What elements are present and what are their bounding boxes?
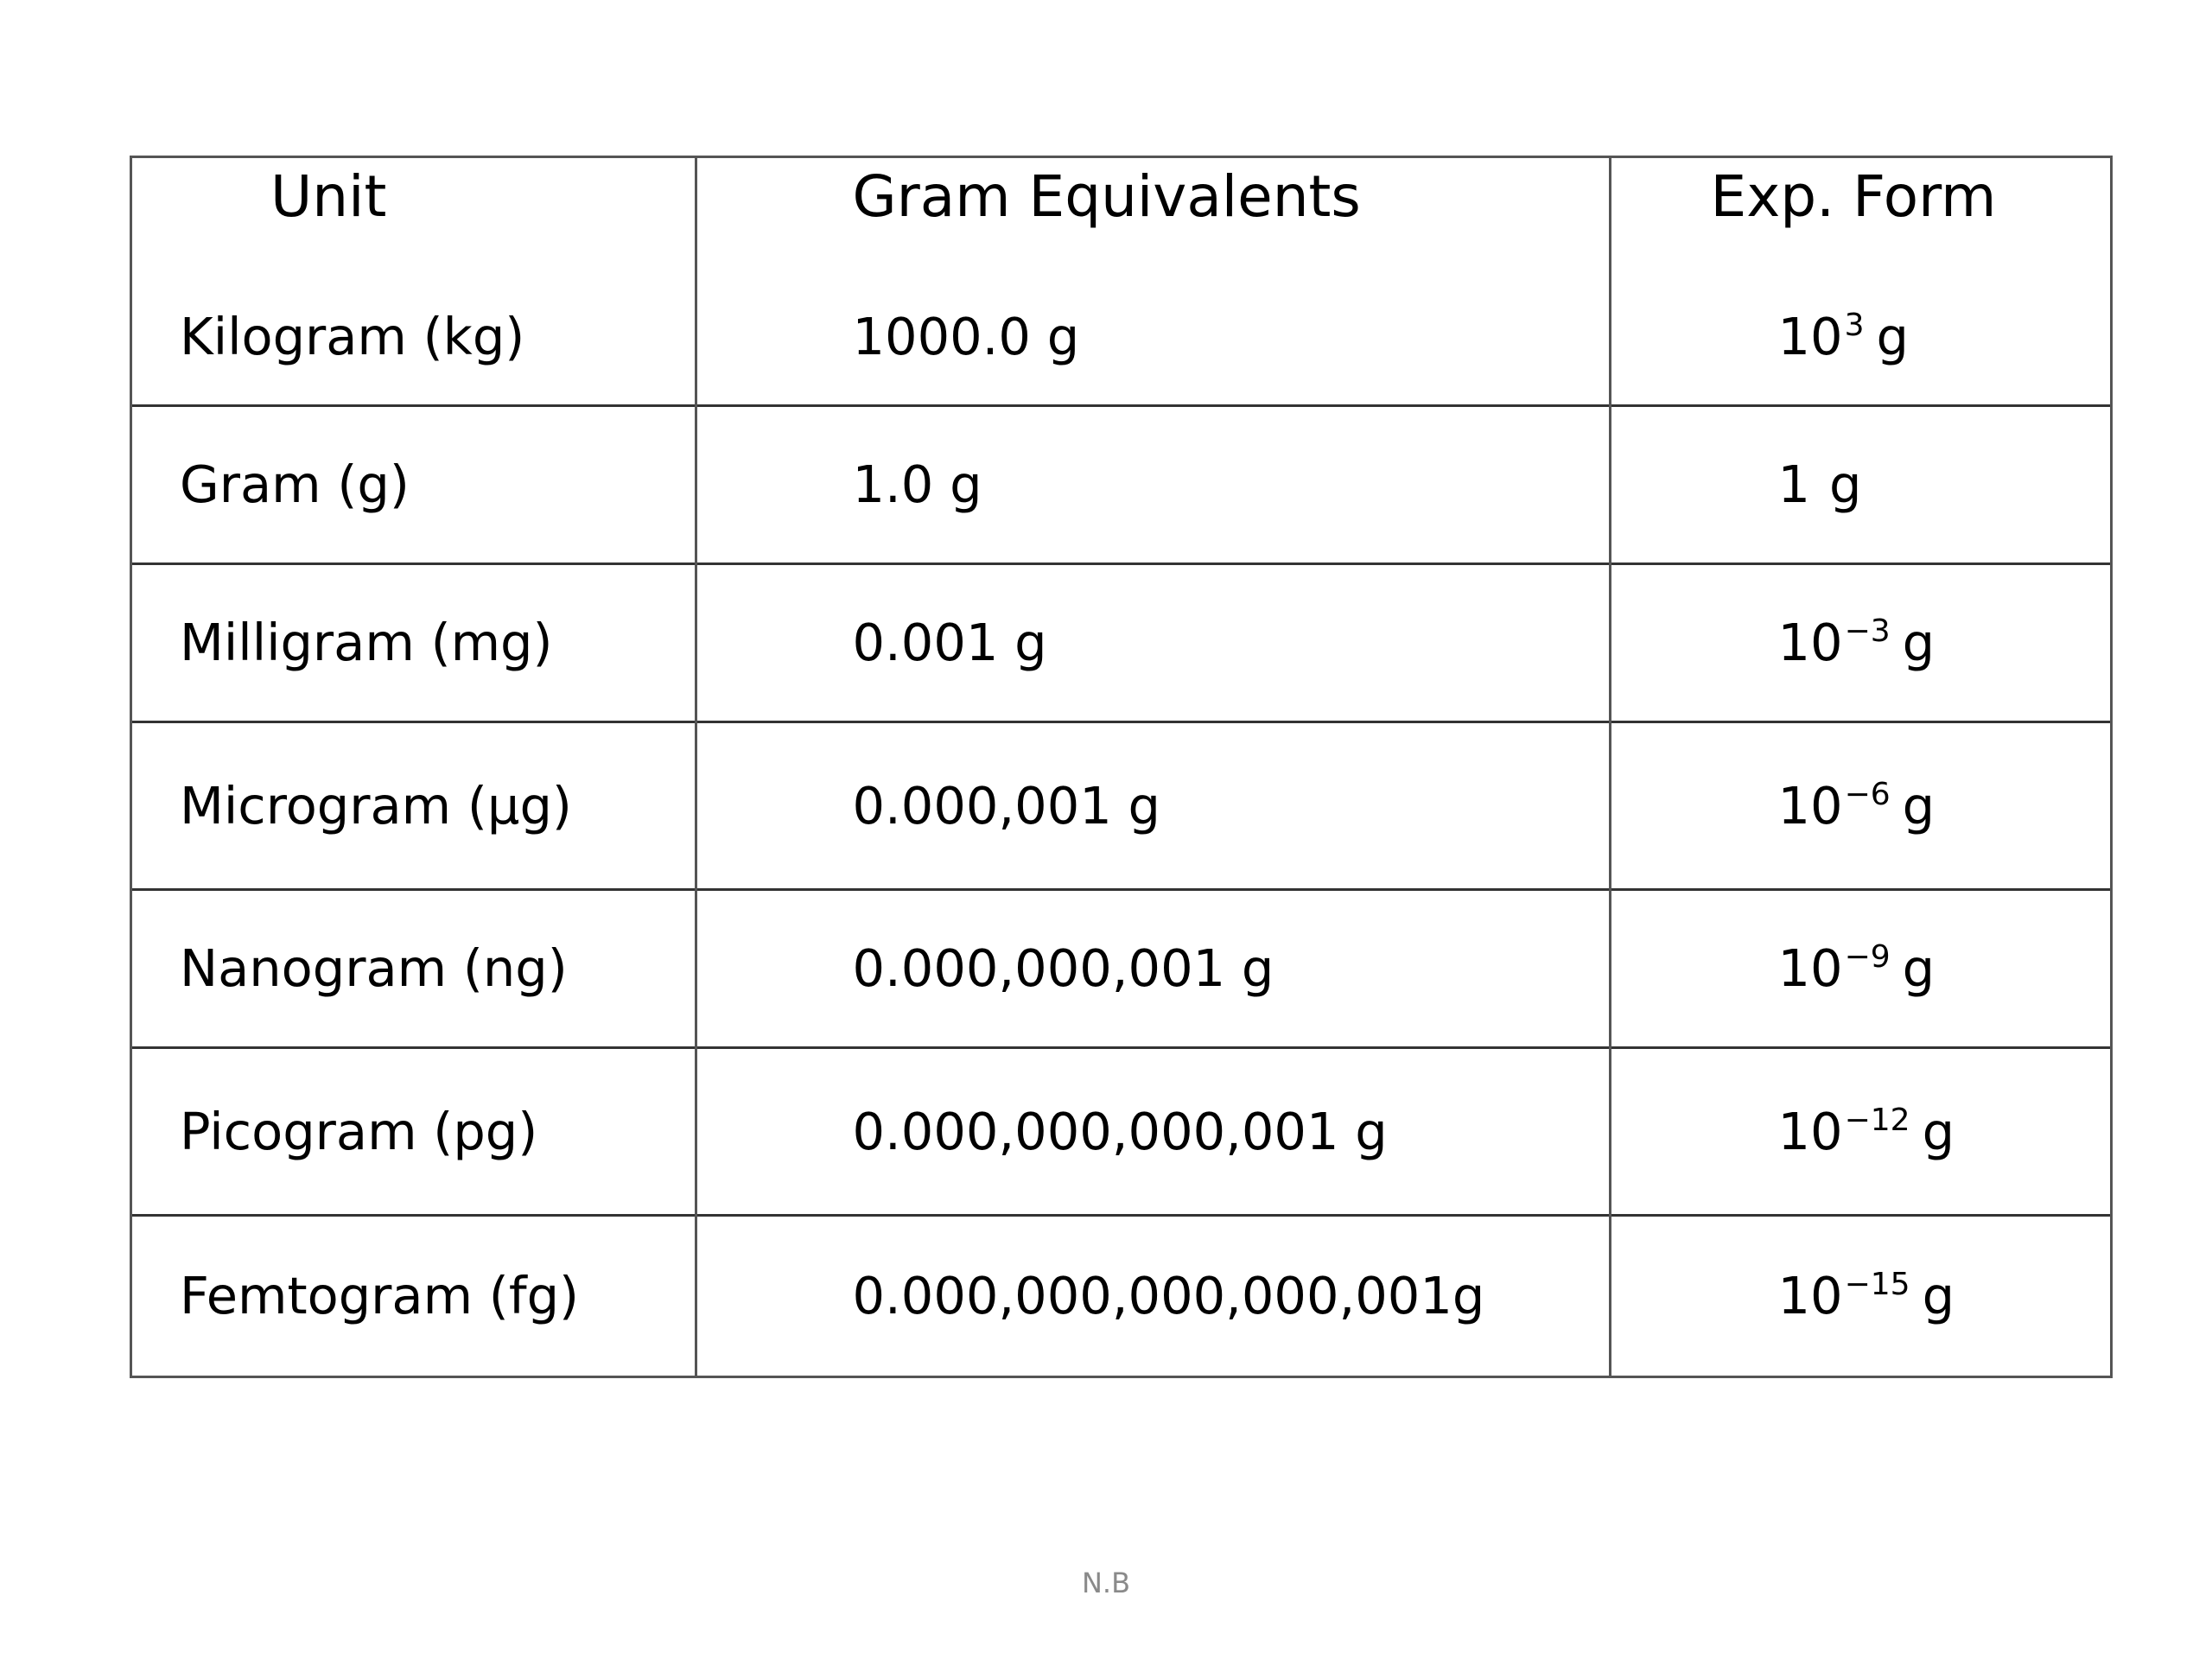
exp-unit: g — [1902, 613, 1936, 672]
exp-base: 10 — [1777, 1101, 1843, 1161]
exp-form-cell — [1610, 1215, 2110, 1376]
exp-form-cell — [1610, 405, 2110, 563]
footer-initials: N.B — [1081, 1567, 1131, 1599]
unit-cell: Gram (g) — [132, 405, 696, 563]
table-row — [132, 1215, 2110, 1376]
exp-unit: g — [1902, 775, 1936, 836]
gram-equivalent-cell: 0.000,000,000,001 g — [696, 1047, 1610, 1215]
exp-base: 10 — [1777, 775, 1843, 836]
exp-form-cell — [1610, 889, 2110, 1047]
exp-unit: g — [1829, 454, 1862, 514]
gram-equivalent-cell: 0.000,001 g — [696, 721, 1610, 889]
exp-power: −12 — [1844, 1102, 1910, 1138]
exp-power: −15 — [1844, 1267, 1910, 1303]
exp-base: 10 — [1777, 306, 1843, 366]
exp-form-cell — [1610, 269, 2110, 405]
table-row — [132, 405, 2110, 563]
exp-power: −9 — [1844, 939, 1891, 975]
exp-form-cell — [1610, 1047, 2110, 1215]
table-row — [132, 563, 2110, 721]
unit-conversion-table — [130, 156, 2113, 1378]
gram-equivalent-cell: 0.000,000,001 g — [696, 889, 1610, 1047]
exp-form-cell — [1610, 721, 2110, 889]
header-gram-equivalents: Gram Equivalents — [696, 158, 1610, 269]
table-row — [132, 1047, 2110, 1215]
gram-equivalent-cell: 1000.0 g — [696, 269, 1610, 405]
unit-cell: Nanogram (ng) — [132, 889, 696, 1047]
table-row — [132, 721, 2110, 889]
gram-equivalent-cell: 0.001 g — [696, 563, 1610, 721]
header-exp-form: Exp. Form — [1610, 158, 2110, 269]
unit-cell: Milligram (mg) — [132, 563, 696, 721]
exp-base: 1 — [1777, 454, 1811, 514]
exp-power: −6 — [1844, 776, 1891, 812]
exp-unit: g — [1922, 1266, 1955, 1326]
header-row — [132, 158, 2110, 269]
unit-cell: Picogram (pg) — [132, 1047, 696, 1215]
gram-equivalent-cell: 1.0 g — [696, 405, 1610, 563]
exp-unit: g — [1876, 306, 1909, 366]
exp-power: −3 — [1844, 613, 1891, 649]
exp-form-cell — [1610, 563, 2110, 721]
exp-unit: g — [1922, 1101, 1955, 1161]
exp-power: 3 — [1844, 307, 1865, 343]
unit-cell: Microgram (µg) — [132, 721, 696, 889]
exp-base: 10 — [1777, 1266, 1843, 1326]
unit-cell: Kilogram (kg) — [180, 306, 525, 366]
exp-base: 10 — [1777, 613, 1843, 672]
exp-base: 10 — [1777, 938, 1843, 998]
units-table — [132, 158, 2110, 1376]
unit-cell: Femtogram (fg) — [132, 1215, 696, 1376]
table-row — [132, 889, 2110, 1047]
table-row — [132, 269, 2110, 405]
exp-unit: g — [1902, 938, 1936, 998]
gram-equivalent-cell: 0.000,000,000,000,001g — [696, 1215, 1610, 1376]
header-unit: Unit — [270, 163, 387, 230]
